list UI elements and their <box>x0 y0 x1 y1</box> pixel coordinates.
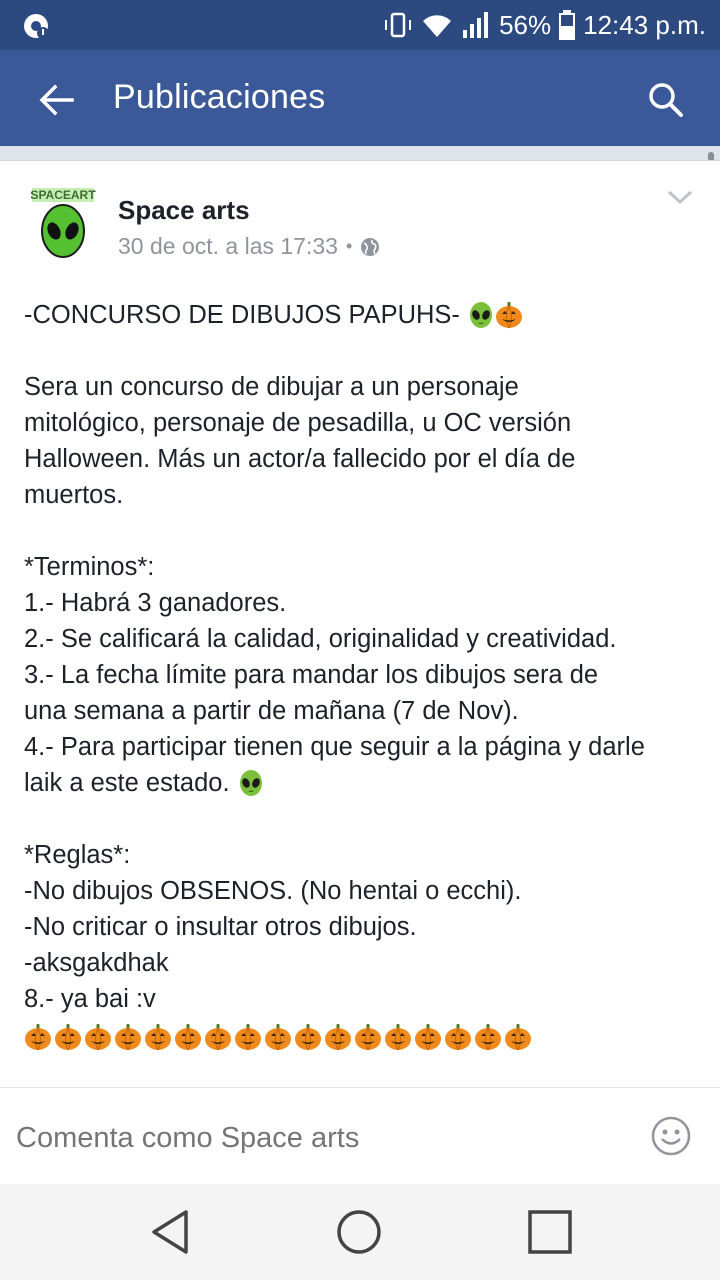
smiley-icon[interactable] <box>650 1115 692 1157</box>
post-text-line <box>24 945 704 981</box>
chevron-down-icon[interactable] <box>666 187 694 207</box>
arrow-left-icon <box>38 84 74 116</box>
post-text: mitológico, personaje de pesadilla, u OC versión <box>24 409 572 437</box>
system-nav-bar <box>0 1184 720 1280</box>
post-text-line <box>24 585 704 621</box>
post-text-line <box>24 873 704 909</box>
pumpkin-emoji <box>474 1023 502 1051</box>
post-text-line <box>24 657 704 693</box>
post-text-line <box>24 549 704 585</box>
post-text: muertos. <box>24 481 124 509</box>
pumpkin-emoji <box>354 1023 382 1051</box>
search-button[interactable] <box>638 72 694 128</box>
post-text: Halloween. Más un actor/a fallecido por el día de <box>24 445 576 473</box>
search-icon <box>648 82 684 118</box>
pumpkin-emoji <box>114 1023 142 1051</box>
post-meta <box>118 233 380 260</box>
battery-icon <box>559 10 575 40</box>
clock: 12:43 p.m. <box>583 9 706 40</box>
post-text-line <box>24 621 704 657</box>
post-text: 4.- Para participar tienen que seguir a la página y darle <box>24 733 645 761</box>
pumpkin-emoji <box>24 1023 52 1051</box>
pumpkin-emoji <box>324 1023 352 1051</box>
post-text-line <box>24 369 704 405</box>
pumpkin-emoji <box>414 1023 442 1051</box>
post-text: laik a este estado. <box>24 769 237 797</box>
post-text: una semana a partir de mañana (7 de Nov). <box>24 697 519 725</box>
post-text-line <box>24 837 704 873</box>
post-text-line <box>24 297 704 333</box>
post-timestamp[interactable]: 30 de oct. a las 17:33 <box>118 233 338 259</box>
post-text: 8.- ya bai :v <box>24 985 156 1013</box>
app-bar <box>0 50 720 146</box>
battery-percent: 56% <box>499 9 552 40</box>
comment-input[interactable] <box>16 1113 616 1163</box>
post-text: 3.- La fecha límite para mandar los dibujos sera de <box>24 661 599 689</box>
post-text: 1.- Habrá 3 ganadores. <box>24 589 287 617</box>
post-text-line <box>24 729 704 765</box>
pumpkin-emoji <box>84 1023 112 1051</box>
square-recents-icon[interactable] <box>524 1206 576 1258</box>
post-text: *Reglas*: <box>24 841 131 869</box>
post-text-line <box>24 693 704 729</box>
post-text: *Terminos*: <box>24 553 155 581</box>
circle-home-icon[interactable] <box>333 1206 385 1258</box>
divider <box>0 1087 720 1088</box>
blank-line <box>24 333 704 369</box>
post-text: -CONCURSO DE DIBUJOS PAPUHS- <box>24 301 467 329</box>
pumpkin-emoji <box>384 1023 412 1051</box>
post-text-line <box>24 981 704 1017</box>
pumpkin-emoji <box>204 1023 232 1051</box>
post-text: 2.- Se calificará la calidad, originalidad y creatividad. <box>24 625 617 653</box>
avatar[interactable] <box>24 183 102 261</box>
back-button[interactable] <box>28 72 84 128</box>
post-text: -aksgakdhak <box>24 949 169 977</box>
avatar-logo-text: SPACEART <box>30 188 96 202</box>
pumpkin-row <box>24 1017 704 1057</box>
signal-icon <box>461 10 491 40</box>
post-text: Sera un concurso de dibujar a un personaje <box>24 373 519 401</box>
post-text-line <box>24 765 704 801</box>
pumpkin-emoji <box>504 1023 532 1051</box>
notification-icon <box>22 12 52 42</box>
alien-emoji <box>237 769 265 797</box>
blank-line <box>24 513 704 549</box>
pumpkin-emoji <box>234 1023 262 1051</box>
post-text-line <box>24 909 704 945</box>
globe-icon <box>360 237 380 257</box>
post-text-line <box>24 405 704 441</box>
pumpkin-emoji <box>495 301 523 329</box>
pumpkin-emoji <box>294 1023 322 1051</box>
pumpkin-emoji <box>174 1023 202 1051</box>
pumpkin-emoji <box>54 1023 82 1051</box>
post-body <box>24 297 704 1057</box>
wifi-icon <box>421 11 453 39</box>
post-text: -No dibujos OBSENOS. (No hentai o ecchi). <box>24 877 522 905</box>
status-bar <box>0 0 720 50</box>
post-text-line <box>24 441 704 477</box>
pumpkin-emoji <box>444 1023 472 1051</box>
post-text-line <box>24 477 704 513</box>
post-text: -No criticar o insultar otros dibujos. <box>24 913 417 941</box>
pumpkin-emoji <box>144 1023 172 1051</box>
pumpkin-emoji <box>264 1023 292 1051</box>
post-author[interactable]: Space arts <box>118 195 250 225</box>
page-title: Publicaciones <box>113 78 326 116</box>
alien-emoji <box>467 301 495 329</box>
post-card <box>0 160 720 1184</box>
meta-separator: • <box>345 236 353 256</box>
blank-line <box>24 801 704 837</box>
status-right <box>383 0 706 50</box>
triangle-back-icon[interactable] <box>144 1206 196 1258</box>
vibrate-icon <box>383 10 413 40</box>
